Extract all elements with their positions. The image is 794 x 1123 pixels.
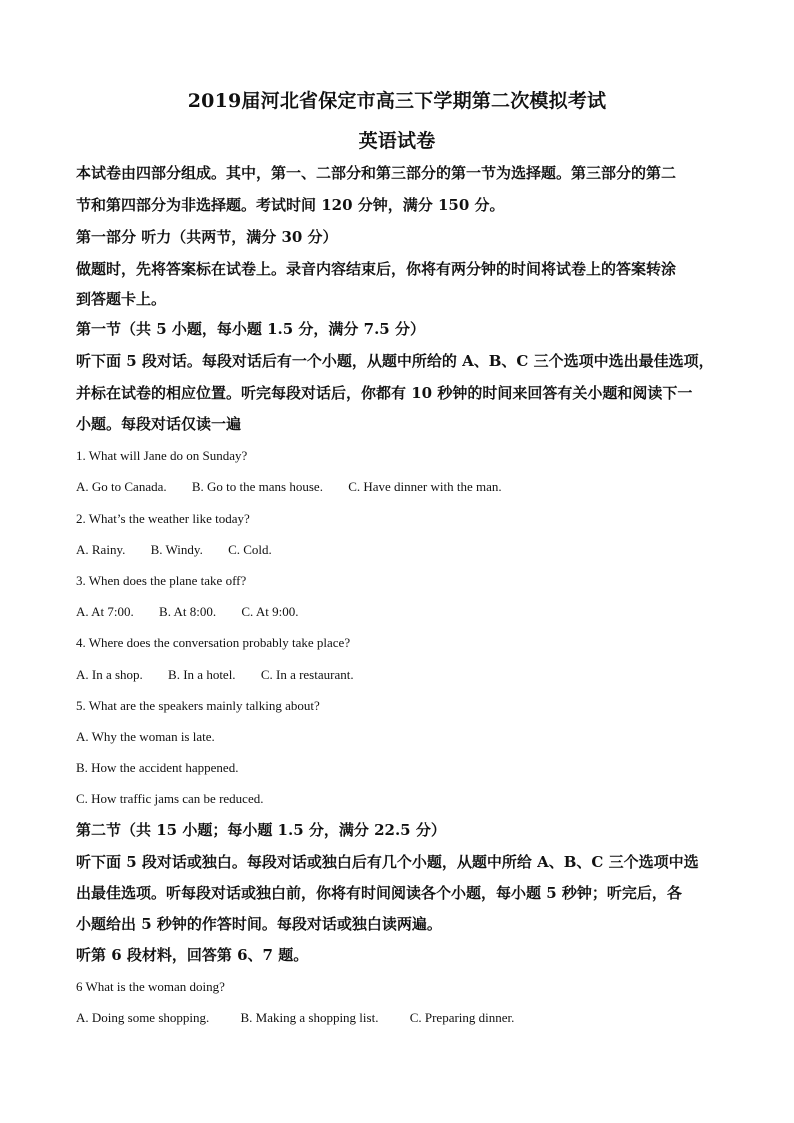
- question-5-option-a: A. Why the woman is late.: [76, 729, 215, 744]
- question-5-option-b: B. How the accident happened.: [76, 760, 239, 775]
- intro-line-2: 节和第四部分为非选择题。考试时间 120 分钟，满分 150 分。: [76, 196, 505, 214]
- question-1: 1. What will Jane do on Sunday?: [76, 448, 248, 463]
- question-5-option-c: C. How traffic jams can be reduced.: [76, 791, 264, 806]
- question-3: 3. When does the plane take off?: [76, 573, 247, 588]
- question-2-options: [76, 541, 272, 559]
- section1-instruction-2: 并标在试卷的相应位置。听完每段对话后，你都有 10 秒钟的时间来回答有关小题和阅读下一: [76, 384, 693, 402]
- option-b: B. Windy.: [150, 542, 203, 557]
- question-6-options: [76, 1009, 514, 1027]
- question-4-options: [76, 666, 354, 684]
- question-2: 2. What’s the weather like today?: [76, 511, 250, 526]
- question-4: 4. Where does the conversation probably take place?: [76, 635, 351, 650]
- option-a: A. Go to Canada.: [76, 479, 167, 494]
- exam-title: 2019届河北省保定市高三下学期第二次模拟考试: [187, 90, 607, 112]
- exam-subtitle: 英语试卷: [358, 130, 436, 152]
- section1-instruction-1: 听下面 5 段对话。每段对话后有一个小题，从题中所给的 A、B、C 三个选项中选出最佳选项，: [76, 352, 714, 370]
- option-a: A. At 7:00.: [76, 604, 134, 619]
- option-b: B. Go to the mans house.: [191, 479, 323, 494]
- question-5: 5. What are the speakers mainly talking about?: [76, 698, 320, 713]
- question-3-options: [76, 603, 298, 621]
- part1-instruction-1: 做题时，先将答案标在试卷上。录音内容结束后，你将有两分钟的时间将试卷上的答案转涂: [76, 260, 677, 278]
- option-c: C. Preparing dinner.: [409, 1010, 515, 1025]
- option-b: B. In a hotel.: [168, 667, 236, 682]
- option-a: A. Doing some shopping.: [76, 1010, 210, 1025]
- question-6: 6 What is the woman doing?: [76, 979, 225, 994]
- section1-heading: 第一节（共 5 小题，每小题 1.5 分，满分 7.5 分）: [76, 320, 425, 338]
- section2-instruction-2: 出最佳选项。听每段对话或独白前，你将有时间阅读各个小题，每小题 5 秒钟；听完后，各: [76, 884, 682, 902]
- option-a: A. Rainy.: [76, 542, 126, 557]
- part1-heading: 第一部分 听力（共两节，满分 30 分）: [76, 228, 338, 246]
- option-b: B. At 8:00.: [159, 604, 217, 619]
- intro-line-1: 本试卷由四部分组成。其中，第一、二部分和第三部分的第一节为选择题。第三部分的第二: [76, 164, 677, 182]
- option-c: C. At 9:00.: [241, 604, 299, 619]
- part1-instruction-2: 到答题卡上。: [76, 290, 167, 308]
- section2-instruction-3: 小题给出 5 秒钟的作答时间。每段对话或独白读两遍。: [76, 915, 442, 933]
- question-1-options: [76, 478, 502, 496]
- option-c: C. In a restaurant.: [260, 667, 354, 682]
- section2-heading: 第二节（共 15 小题；每小题 1.5 分，满分 22.5 分）: [76, 821, 446, 839]
- option-a: A. In a shop.: [76, 667, 143, 682]
- section2-instruction-1: 听下面 5 段对话或独白。每段对话或独白后有几个小题，从题中所给 A、B、C 三个选项中选: [76, 853, 699, 871]
- option-c: C. Have dinner with the man.: [348, 479, 502, 494]
- option-b: B. Making a shopping list.: [240, 1010, 379, 1025]
- section2-material-note: 听第 6 段材料，回答第 6、7 题。: [76, 946, 309, 964]
- option-c: C. Cold.: [228, 542, 272, 557]
- section1-instruction-3: 小题。每段对话仅读一遍: [76, 415, 242, 433]
